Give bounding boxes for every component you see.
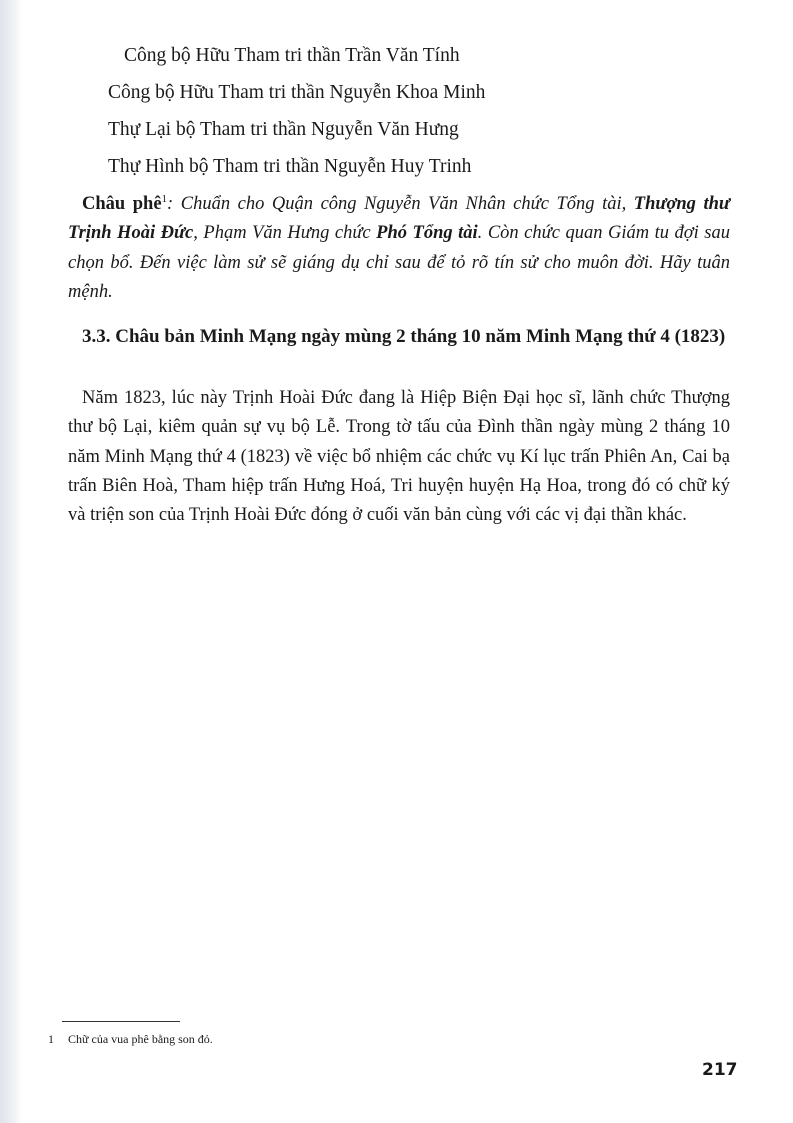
section-heading: 3.3. Châu bản Minh Mạng ngày mùng 2 tháng 10 năm Minh Mạng thứ 4 (1823) (82, 326, 726, 347)
page-number: 217 (702, 1060, 738, 1080)
page-edge-shadow (0, 0, 22, 1123)
footnote-reference: 1 (161, 192, 168, 205)
signatory-line-1: Công bộ Hữu Tham tri thần Trần Văn Tính (124, 45, 460, 66)
footnote (48, 1031, 213, 1047)
chau-phe-label: Châu phê (82, 194, 162, 214)
footnote-number: 1 (48, 1032, 54, 1046)
chau-phe-text-2: , Phạm Văn Hưng chức (193, 223, 377, 244)
chau-phe-bold-1: Thượng thư Trịnh Hoài Đức (68, 194, 730, 244)
chau-phe-bold-2: Phó Tổng tài (376, 223, 478, 244)
chau-phe-paragraph (68, 190, 730, 307)
body-paragraph: Năm 1823, lúc này Trịnh Hoài Đức đang là Hiệp Biện Đại học sĩ, lãnh chức Thượng thư bộ Lại, kiêm quản sự vụ bộ Lễ. Trong tờ tấu của Đình thần ngày mùng 2 tháng 10 năm Minh Mạng thứ 4 (1823) về việc bổ nhiệm các chức vụ Kí lục trấn Phiên An, Cai bạ trấn Biên Hoà, Tham hiệp trấn Hưng Hoá, Tri huyện huyện Hạ Hoa, trong đó có chữ ký và triện son của Trịnh Hoài Đức đóng ở cuối văn bản cùng với các vị đại thần khác. (68, 388, 730, 526)
footnote-divider (62, 1021, 180, 1022)
chau-phe-colon: : (167, 194, 174, 214)
chau-phe-text-3: . Còn chức quan Giám tu đợi sau chọn bổ. Đến việc làm sử sẽ giáng dụ chỉ sau để tỏ rõ tín sử cho muôn đời. Hãy tuân mệnh. (68, 223, 730, 302)
chau-phe-text-1: Chuẩn cho Quận công Nguyễn Văn Nhân chức Tổng tài, (173, 194, 634, 214)
footnote-text: Chữ của vua phê bằng son đỏ. (68, 1032, 213, 1046)
signatory-line-2: Công bộ Hữu Tham tri thần Nguyễn Khoa Minh (108, 82, 486, 103)
signatory-line-4: Thự Hình bộ Tham tri thần Nguyễn Huy Trinh (108, 156, 472, 177)
signatory-line-3: Thự Lại bộ Tham tri thần Nguyễn Văn Hưng (108, 119, 459, 140)
